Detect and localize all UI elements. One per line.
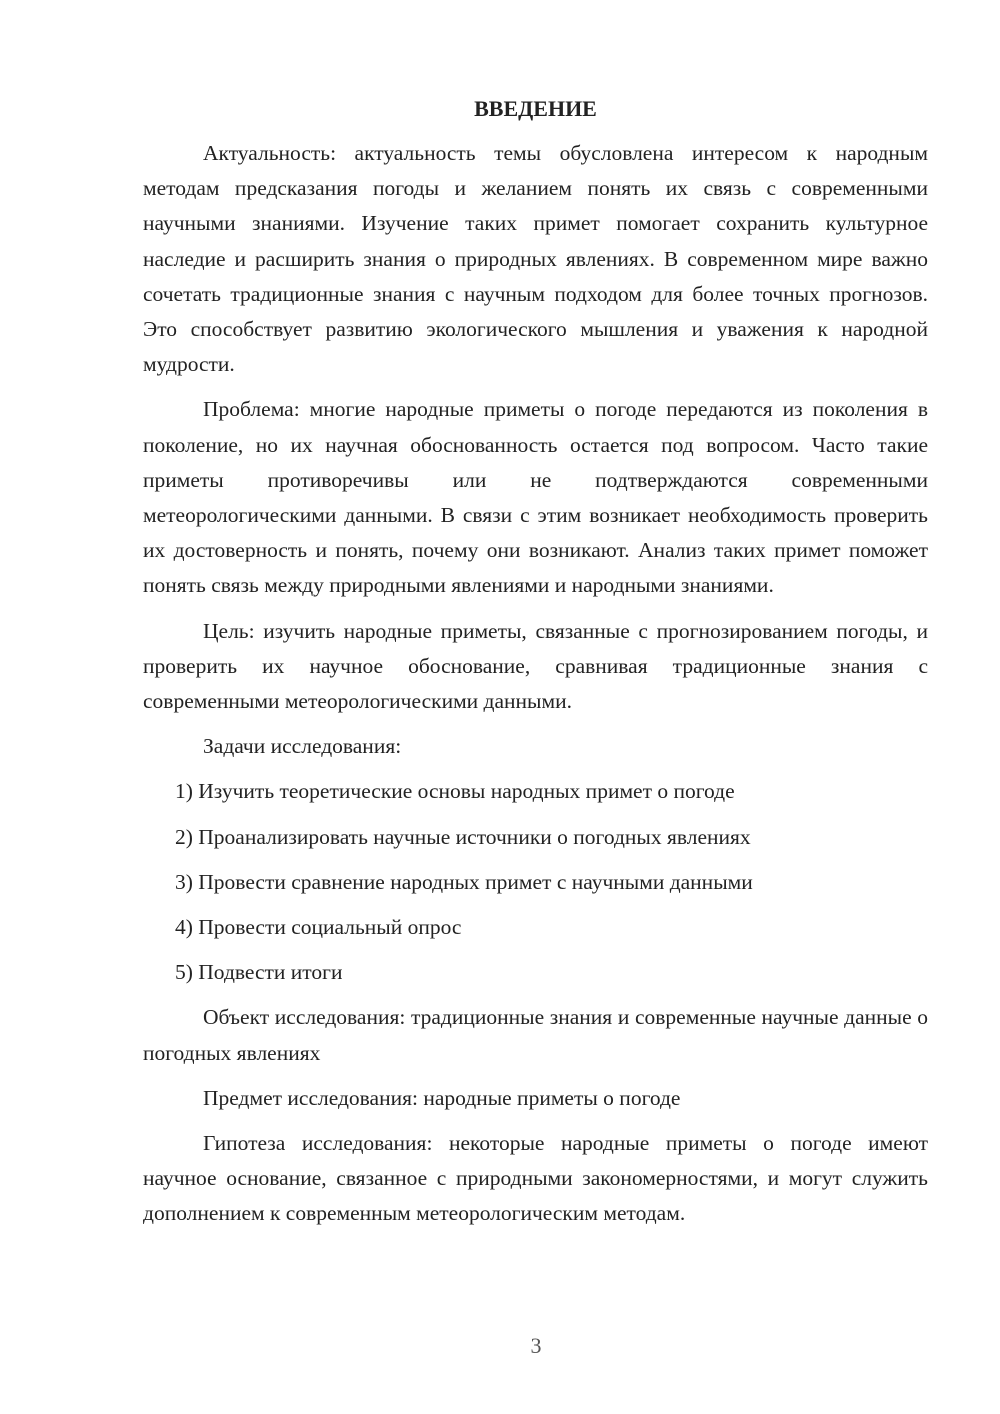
goal-paragraph: Цель: изучить народные приметы, связанные с прогнозированием погоды, и проверить их научное обоснование, сравнивая традиционные знания с современными метеорологическими данными. — [143, 618, 928, 714]
subject-paragraph: Предмет исследования: народные приметы о погоде — [203, 1085, 681, 1110]
task-item: 1) Изучить теоретические основы народных примет о погоде — [175, 779, 735, 804]
task-item: 4) Провести социальный опрос — [175, 915, 462, 940]
problem-paragraph: Проблема: многие народные приметы о погоде передаются из поколения в поколение, но их научная обоснованность остается под вопросом. Часто такие приметы противоречивы или не подтверждаются современными метеорологическими данными. В связи с этим возникает необходимость проверить их достоверность и понять, почему они возникают. Анализ таких примет поможет понять связь между природными явлениями и народными знаниями. — [143, 397, 928, 598]
document-page — [143, 94, 928, 1242]
task-item: 5) Подвести итоги — [175, 960, 343, 985]
object-paragraph: Объект исследования: традиционные знания и современные научные данные о погодных явлениях — [143, 1005, 928, 1065]
relevance-paragraph: Актуальность: актуальность темы обусловлена интересом к народным методам предсказания погоды и желанием понять их связь с современными научными знаниями. Изучение таких примет помогает сохранить культурное наследие и расширить знания о природных явлениях. В современном мире важно сочетать традиционные знания с научным подходом для более точных прогнозов. Это способствует развитию экологического мышления и уважения к народной мудрости. — [143, 141, 928, 377]
task-item: 2) Проанализировать научные источники о погодных явлениях — [175, 824, 751, 849]
section-heading: ВВЕДЕНИЕ — [474, 96, 597, 121]
page-number: 3 — [530, 1333, 542, 1358]
tasks-label: Задачи исследования: — [203, 734, 402, 759]
task-item: 3) Провести сравнение народных примет с научными данными — [175, 869, 753, 894]
hypothesis-paragraph: Гипотеза исследования: некоторые народные приметы о погоде имеют научное основание, связанное с природными закономерностями, и могут служить дополнением к современным метеорологическим методам. — [143, 1131, 928, 1226]
tasks-list — [143, 774, 928, 990]
